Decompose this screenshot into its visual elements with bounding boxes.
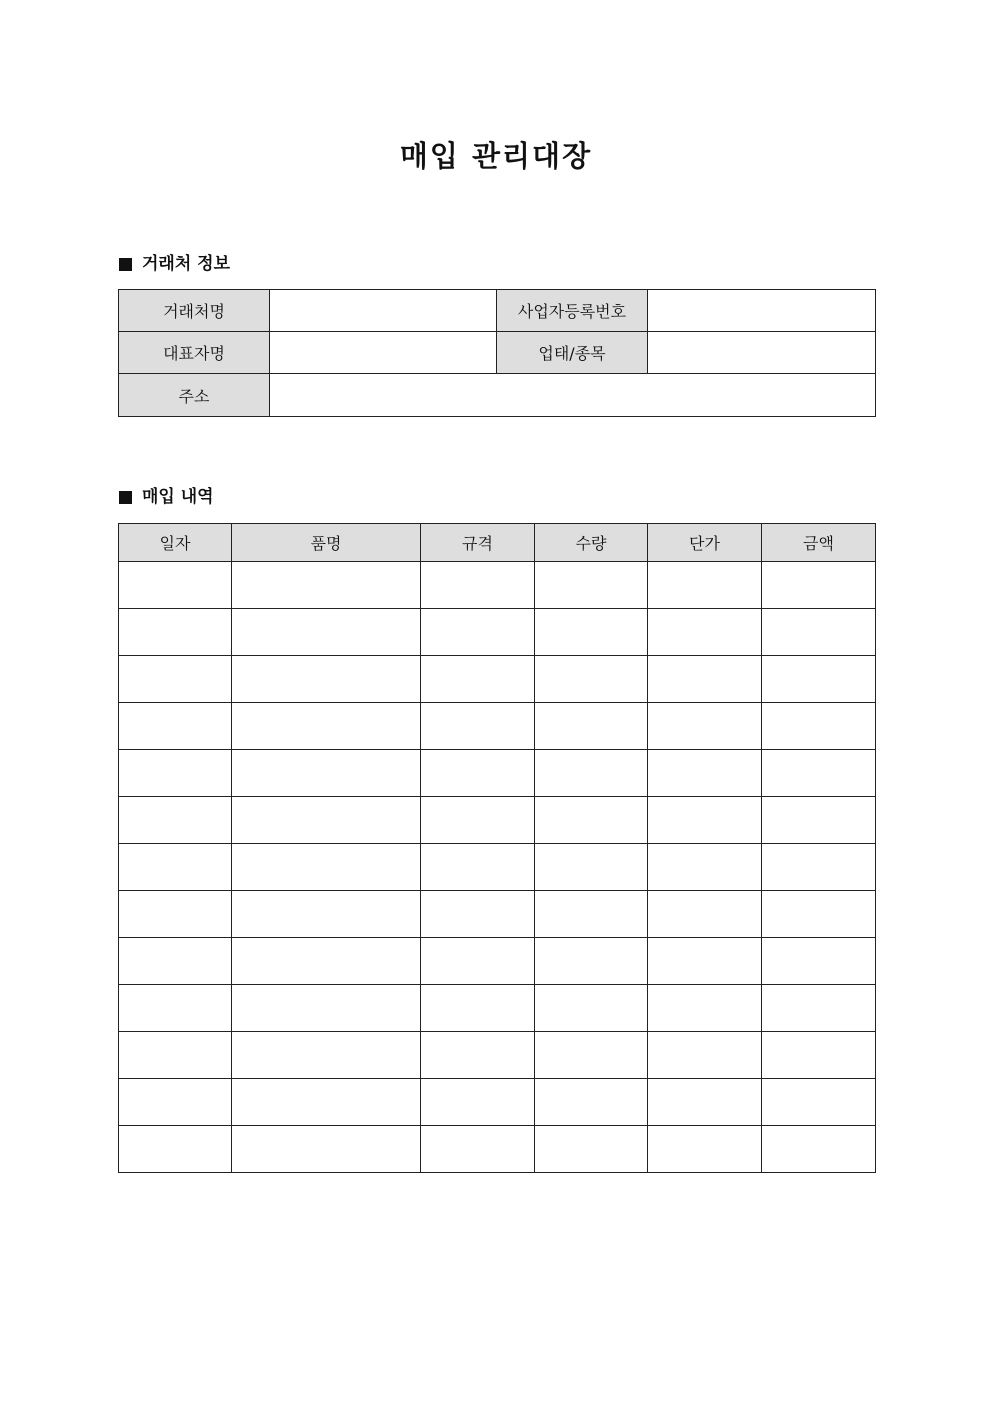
unit-price-cell[interactable] xyxy=(648,703,762,750)
address-field[interactable] xyxy=(270,374,876,417)
date-cell[interactable] xyxy=(119,797,232,844)
table-row xyxy=(119,797,876,844)
unit-price-cell[interactable] xyxy=(648,1126,762,1173)
vendor-info-heading-text: 거래처 정보 xyxy=(142,254,231,274)
purchase-rows xyxy=(119,562,876,1173)
quantity-cell[interactable] xyxy=(535,703,648,750)
purchase-history-table xyxy=(118,523,876,1173)
column-header-item-name: 품명 xyxy=(232,524,421,562)
spec-cell[interactable] xyxy=(421,797,535,844)
date-cell[interactable] xyxy=(119,844,232,891)
date-cell[interactable] xyxy=(119,1126,232,1173)
item-name-cell[interactable] xyxy=(232,1126,421,1173)
table-row xyxy=(119,891,876,938)
table-row xyxy=(119,609,876,656)
amount-cell[interactable] xyxy=(762,797,876,844)
spec-cell[interactable] xyxy=(421,703,535,750)
date-cell[interactable] xyxy=(119,703,232,750)
date-cell[interactable] xyxy=(119,1032,232,1079)
item-name-cell[interactable] xyxy=(232,750,421,797)
date-cell[interactable] xyxy=(119,891,232,938)
spec-cell[interactable] xyxy=(421,656,535,703)
unit-price-cell[interactable] xyxy=(648,1079,762,1126)
item-name-cell[interactable] xyxy=(232,985,421,1032)
amount-cell[interactable] xyxy=(762,938,876,985)
column-header-unit-price: 단가 xyxy=(648,524,762,562)
quantity-cell[interactable] xyxy=(535,1079,648,1126)
unit-price-cell[interactable] xyxy=(648,1032,762,1079)
unit-price-cell[interactable] xyxy=(648,985,762,1032)
amount-cell[interactable] xyxy=(762,1126,876,1173)
date-cell[interactable] xyxy=(119,750,232,797)
column-header-amount: 금액 xyxy=(762,524,876,562)
quantity-cell[interactable] xyxy=(535,985,648,1032)
date-cell[interactable] xyxy=(119,1079,232,1126)
table-row xyxy=(119,656,876,703)
amount-cell[interactable] xyxy=(762,985,876,1032)
date-cell[interactable] xyxy=(119,609,232,656)
item-name-cell[interactable] xyxy=(232,703,421,750)
item-name-cell[interactable] xyxy=(232,844,421,891)
item-name-cell[interactable] xyxy=(232,656,421,703)
business-reg-no-label: 사업자등록번호 xyxy=(497,290,648,332)
amount-cell[interactable] xyxy=(762,750,876,797)
date-cell[interactable] xyxy=(119,562,232,609)
representative-label: 대표자명 xyxy=(119,332,270,374)
spec-cell[interactable] xyxy=(421,1126,535,1173)
table-row xyxy=(119,562,876,609)
item-name-cell[interactable] xyxy=(232,891,421,938)
vendor-name-label: 거래처명 xyxy=(119,290,270,332)
unit-price-cell[interactable] xyxy=(648,844,762,891)
table-row xyxy=(119,1126,876,1173)
quantity-cell[interactable] xyxy=(535,797,648,844)
table-row xyxy=(119,985,876,1032)
quantity-cell[interactable] xyxy=(535,656,648,703)
unit-price-cell[interactable] xyxy=(648,891,762,938)
unit-price-cell[interactable] xyxy=(648,938,762,985)
square-bullet-icon xyxy=(119,491,132,504)
column-header-date: 일자 xyxy=(119,524,232,562)
quantity-cell[interactable] xyxy=(535,1126,648,1173)
column-header-spec: 규격 xyxy=(421,524,535,562)
item-name-cell[interactable] xyxy=(232,1079,421,1126)
quantity-cell[interactable] xyxy=(535,891,648,938)
item-name-cell[interactable] xyxy=(232,797,421,844)
address-label: 주소 xyxy=(119,374,270,417)
vendor-info-row xyxy=(119,374,876,417)
amount-cell[interactable] xyxy=(762,1032,876,1079)
purchase-history-heading xyxy=(119,485,214,509)
spec-cell[interactable] xyxy=(421,1079,535,1126)
vendor-info-table xyxy=(118,289,876,417)
spec-cell[interactable] xyxy=(421,609,535,656)
amount-cell[interactable] xyxy=(762,609,876,656)
item-name-cell[interactable] xyxy=(232,609,421,656)
business-reg-no-field[interactable] xyxy=(648,290,876,332)
unit-price-cell[interactable] xyxy=(648,656,762,703)
amount-cell[interactable] xyxy=(762,844,876,891)
date-cell[interactable] xyxy=(119,656,232,703)
spec-cell[interactable] xyxy=(421,985,535,1032)
table-row xyxy=(119,1079,876,1126)
unit-price-cell[interactable] xyxy=(648,609,762,656)
unit-price-cell[interactable] xyxy=(648,797,762,844)
spec-cell[interactable] xyxy=(421,844,535,891)
amount-cell[interactable] xyxy=(762,656,876,703)
item-name-cell[interactable] xyxy=(232,562,421,609)
quantity-cell[interactable] xyxy=(535,562,648,609)
square-bullet-icon xyxy=(119,258,132,271)
representative-field[interactable] xyxy=(270,332,497,374)
spec-cell[interactable] xyxy=(421,938,535,985)
business-type-label: 업태/종목 xyxy=(497,332,648,374)
amount-cell[interactable] xyxy=(762,1079,876,1126)
unit-price-cell[interactable] xyxy=(648,750,762,797)
amount-cell[interactable] xyxy=(762,703,876,750)
spec-cell[interactable] xyxy=(421,750,535,797)
quantity-cell[interactable] xyxy=(535,938,648,985)
item-name-cell[interactable] xyxy=(232,938,421,985)
table-header-row xyxy=(119,524,876,562)
item-name-cell[interactable] xyxy=(232,1032,421,1079)
document-title: 매입 관리대장 xyxy=(399,139,593,173)
quantity-cell[interactable] xyxy=(535,844,648,891)
spec-cell[interactable] xyxy=(421,562,535,609)
unit-price-cell[interactable] xyxy=(648,562,762,609)
date-cell[interactable] xyxy=(119,985,232,1032)
vendor-name-field[interactable] xyxy=(270,290,497,332)
quantity-cell[interactable] xyxy=(535,609,648,656)
spec-cell[interactable] xyxy=(421,891,535,938)
table-row xyxy=(119,750,876,797)
amount-cell[interactable] xyxy=(762,891,876,938)
vendor-info-row xyxy=(119,290,876,332)
table-row xyxy=(119,938,876,985)
business-type-field[interactable] xyxy=(648,332,876,374)
amount-cell[interactable] xyxy=(762,562,876,609)
table-row xyxy=(119,703,876,750)
column-header-quantity: 수량 xyxy=(535,524,648,562)
vendor-info-row xyxy=(119,332,876,374)
quantity-cell[interactable] xyxy=(535,750,648,797)
quantity-cell[interactable] xyxy=(535,1032,648,1079)
spec-cell[interactable] xyxy=(421,1032,535,1079)
date-cell[interactable] xyxy=(119,938,232,985)
table-row xyxy=(119,844,876,891)
vendor-info-heading xyxy=(119,252,230,276)
table-row xyxy=(119,1032,876,1079)
purchase-history-heading-text: 매입 내역 xyxy=(142,487,214,507)
